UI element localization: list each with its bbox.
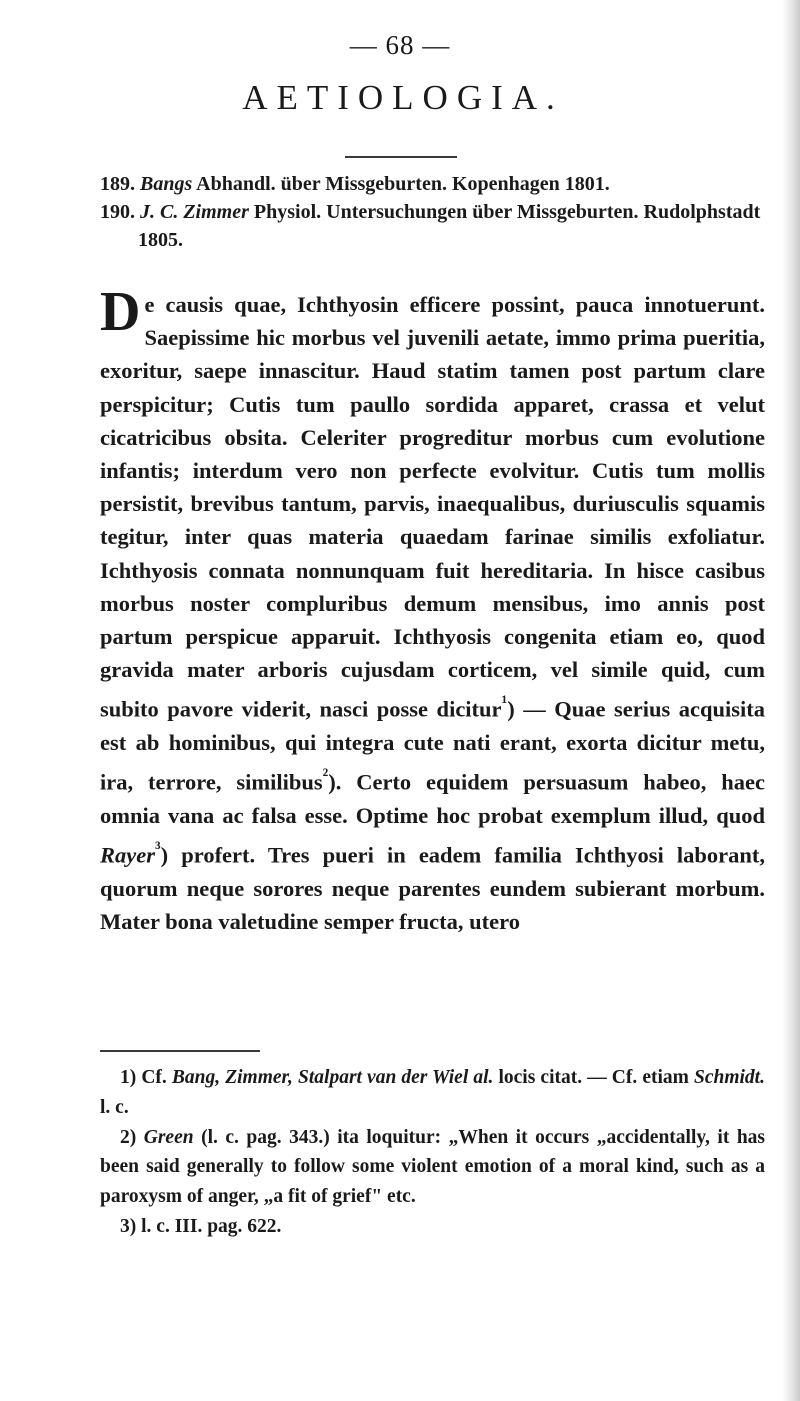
cited-authors: Bang, Zimmer, Stalpart van der Wiel al. — [171, 1067, 494, 1088]
footnote-3: 3) l. c. III. pag. 622. — [120, 1215, 282, 1237]
reference-list — [100, 170, 765, 254]
footnote-ref: ¹ — [501, 692, 508, 714]
main-paragraph — [100, 281, 766, 938]
reference-author: Bangs — [140, 173, 193, 195]
footnote-2: 2) Green (l. c. pag. 343.) ita loquitur: „When it occurs „accidentally, it has been said generally to follow some violent emotion of a moral kind, such as a paroxysm of anger, „a fit of grief" etc. — [100, 1126, 766, 1208]
reference-text: Physiol. Untersuchungen über Missgeburten. Rudolphstadt 1805. — [138, 201, 761, 251]
reference-number: 189. — [100, 173, 135, 195]
footnote-divider — [100, 1050, 260, 1052]
drop-cap: D — [100, 281, 141, 343]
author-name: Rayer — [100, 842, 155, 868]
footnote-1: 1) Cf. Bang, Zimmer, Stalpart van der Wiel al. locis citat. — Cf. etiam Schmidt. l. c. — [100, 1067, 765, 1118]
reference-item — [100, 170, 765, 198]
page-edge-shadow — [782, 0, 800, 1401]
section-title: AETIOLOGIA. — [242, 78, 564, 117]
reference-number: 190. — [100, 201, 135, 223]
paragraph-text: ) profert. Tres pueri in eadem familia Ichthyosi laborant, quorum neque sorores neque parentes eundem subierant morbum. Mater bona valetudine semper fructa, utero — [100, 842, 765, 935]
reference-item — [100, 198, 765, 254]
cited-author: Green — [143, 1126, 194, 1148]
footnote-ref: ² — [322, 765, 329, 787]
footnotes — [100, 1063, 765, 1242]
paragraph-text: ) — Quae serius acquisita est ab hominibus, qui integra cute nati erant, exorta dicitur metu, ira, terrore, similibus — [100, 696, 766, 795]
reference-text: Abhandl. über Missgeburten. Kopenhagen 1801. — [192, 173, 610, 195]
paragraph-text: e causis quae, Ichthyosin efficere possint, pauca innotuerunt. Saepissime hic morbus vel juvenili aetate, immo prima pueritia, exoritur, saepe innascitur. Haud statim tamen post partum clare perspicitur; Cutis tum paullo sordida apparet, crassa et velut cicatricibus obsita. Celeriter progreditur morbus cum evolutione infantis; interdum vero non perfecte evolvitur. Cutis tum mollis persistit, brevibus tantum, parvis, inaequalibus, duriusculis squamis tegitur, inter quas materia quaedam farinae similis exfoliatur. Ichthyosis connata nonnunquam fuit hereditaria. In hisce casibus morbus noster compluribus demum mensibus, imo annis post partum perspicue apparuit. Ichthyosis congenita etiam eo, quod gravida mater arboris cujusdam corticem, vel simile quid, cum subito pavore viderit, nasci posse dicitur — [100, 292, 765, 722]
cited-author: Schmidt. — [694, 1067, 765, 1088]
page-number: — 68 — — [349, 30, 451, 60]
footnote-ref: ³ — [155, 838, 161, 860]
reference-author: J. C. Zimmer — [140, 201, 249, 223]
title-divider — [345, 156, 457, 158]
main-text — [100, 281, 766, 938]
paragraph-text: ). Certo equidem persuasum habeo, haec omnia vana ac falsa esse. Optime hoc probat exemplum illud, quod — [100, 769, 766, 829]
